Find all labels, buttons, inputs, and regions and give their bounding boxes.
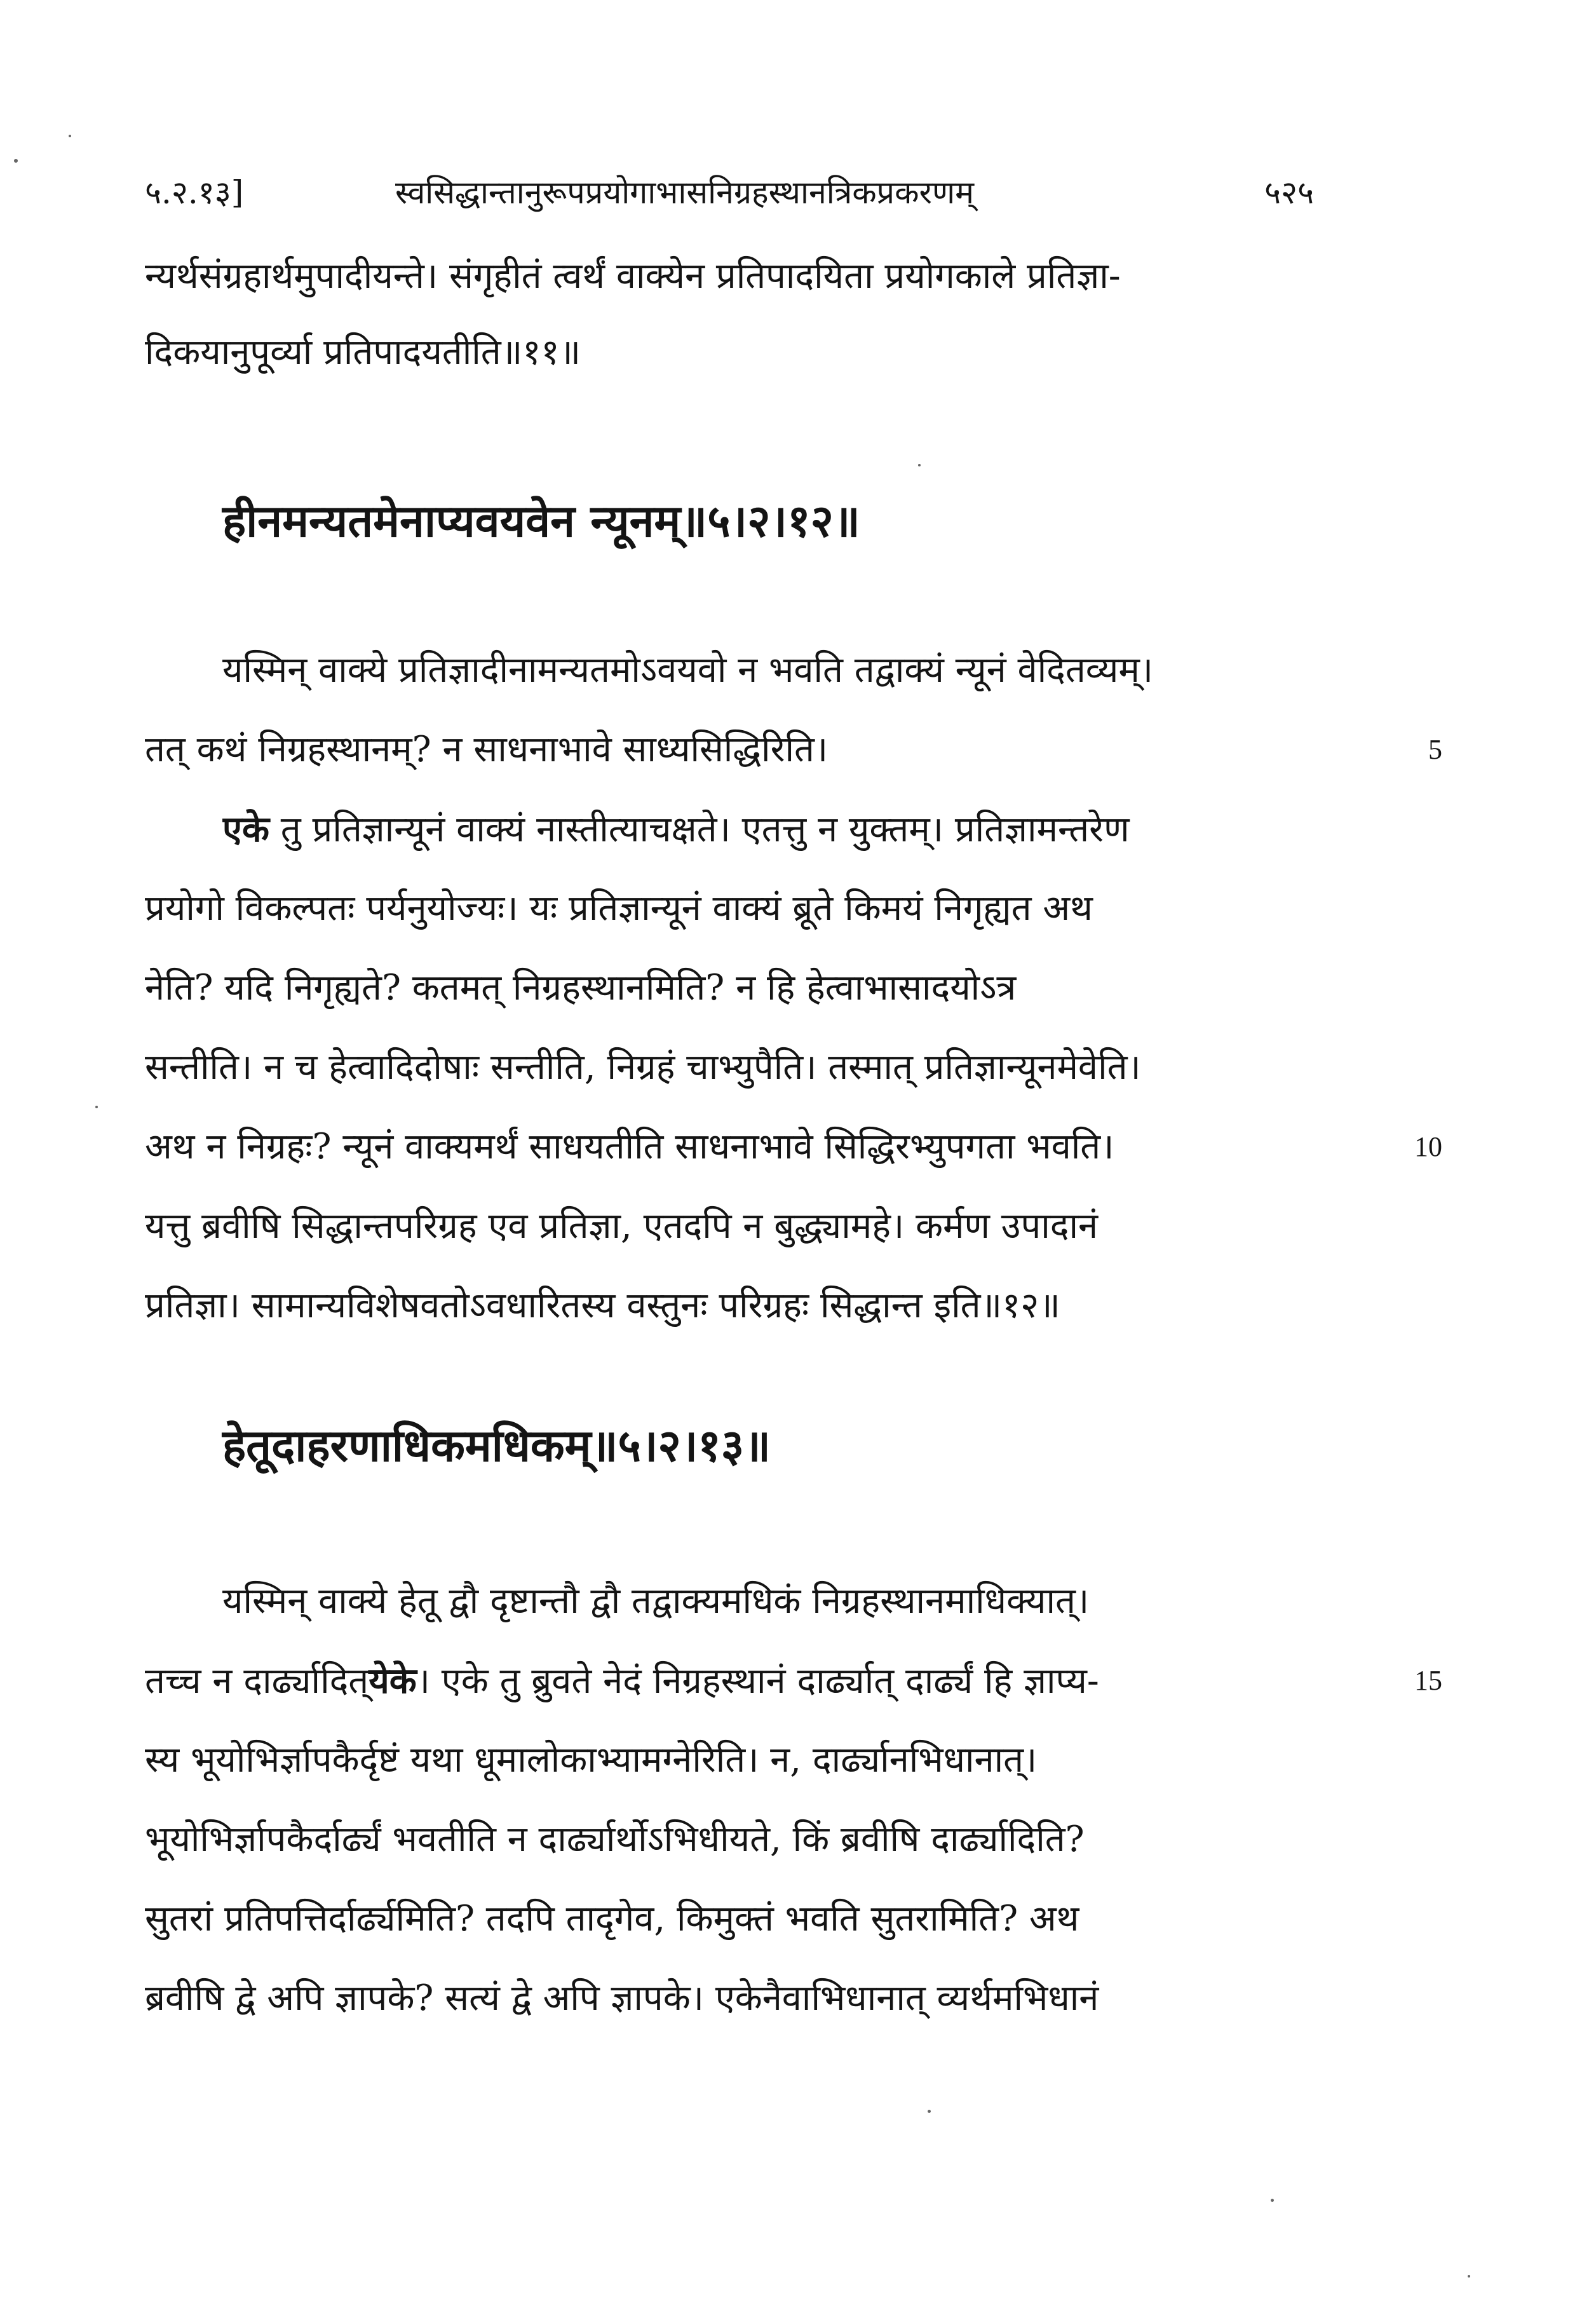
text-line: सुतरां प्रतिपत्तिर्दार्ढ्यमिति? तदपि तादृगेव, किमुक्तं भवति सुतरामिति? अथ bbox=[145, 1898, 1079, 1939]
text-span: तु प्रतिज्ञान्यूनं वाक्यं नास्तीत्याचक्षते। एतत्तु न युक्तम्। प्रतिज्ञामन्तरेण bbox=[269, 809, 1130, 850]
text-line: नेति? यदि निगृह्यते? कतमत् निग्रहस्थानमिति? न हि हेत्वाभासादयोऽत्र bbox=[145, 967, 1017, 1008]
bold-term: येके bbox=[369, 1660, 417, 1702]
scan-speck bbox=[918, 464, 921, 466]
line-number-10: 10 bbox=[1414, 1131, 1442, 1162]
line-number-5: 5 bbox=[1428, 734, 1442, 765]
header-section-ref: ५.२.१३] bbox=[145, 174, 244, 211]
scan-speck bbox=[69, 135, 71, 137]
text-line: भूयोभिर्ज्ञापकैर्दार्ढ्यं भवतीति न दार्ढ्यार्थोऽभिधीयते, किं ब्रवीषि दार्ढ्यादिति? bbox=[145, 1819, 1085, 1860]
bold-term: एके bbox=[222, 808, 269, 850]
scan-speck bbox=[928, 2110, 931, 2113]
text-line: तत् कथं निग्रहस्थानम्? न साधनाभावे साध्यसिद्धिरिति। bbox=[145, 729, 828, 770]
scan-speck bbox=[1271, 2199, 1274, 2202]
text-span: । एके तु ब्रुवते नेदं निग्रहस्थानं दार्ढ्यात् दार्ढ्यं हि ज्ञाप्य- bbox=[416, 1660, 1099, 1702]
text-line: प्रतिज्ञा। सामान्यविशेषवतोऽवधारितस्य वस्तुनः परिग्रहः सिद्धान्त इति॥१२॥ bbox=[145, 1285, 1060, 1326]
scan-speck bbox=[1468, 2275, 1470, 2278]
scan-speck bbox=[14, 159, 18, 163]
text-line bbox=[222, 794, 1339, 865]
scan-speck bbox=[95, 1106, 98, 1108]
text-line: ब्रवीषि द्वे अपि ज्ञापके? सत्यं द्वे अपि ज्ञापके। एकेनैवाभिधानात् व्यर्थमभिधानं bbox=[145, 1978, 1099, 2019]
sutra-heading-12: हीनमन्यतमेनाप्यवयवेन न्यूनम्॥५।२।१२॥ bbox=[222, 494, 860, 547]
text-line: यस्मिन् वाक्ये प्रतिज्ञादीनामन्यतमोऽवयवो न भवति तद्वाक्यं न्यूनं वेदितव्यम्। bbox=[222, 649, 1154, 691]
text-line: प्रयोगो विकल्पतः पर्यनुयोज्यः। यः प्रतिज्ञान्यूनं वाक्यं ब्रूते किमयं निगृह्यत अथ bbox=[145, 888, 1093, 929]
text-line: स्य भूयोभिर्ज्ञापकैर्दृष्टं यथा धूमालोकाभ्यामग्नेरिति। न, दार्ढ्यानभिधानात्। bbox=[145, 1739, 1038, 1781]
text-line: सन्तीति। न च हेत्वादिदोषाः सन्तीति, निग्रहं चाभ्युपैति। तस्मात् प्रतिज्ञान्यूनमेवेति। bbox=[145, 1047, 1141, 1088]
text-line: दिकयानुपूर्व्या प्रतिपादयतीति॥११॥ bbox=[145, 332, 581, 373]
text-line: यस्मिन् वाक्ये हेतू द्वौ दृष्टान्तौ द्वौ तद्वाक्यमधिकं निग्रहस्थानमाधिक्यात्। bbox=[222, 1580, 1090, 1622]
text-line bbox=[145, 1646, 1339, 1716]
text-line: अथ न निग्रहः? न्यूनं वाक्यमर्थं साधयतीति साधनाभावे सिद्धिरभ्युपगता भवति। bbox=[145, 1126, 1114, 1167]
header-chapter-title: स्वसिद्धान्तानुरूपप्रयोगाभासनिग्रहस्थानत्रिकप्रकरणम् bbox=[395, 174, 974, 211]
text-line: यत्तु ब्रवीषि सिद्धान्तपरिग्रह एव प्रतिज्ञा, एतदपि न बुद्ध्यामहे। कर्मण उपादानं bbox=[145, 1205, 1099, 1247]
text-line: न्यर्थसंग्रहार्थमुपादीयन्ते। संगृहीतं त्वर्थं वाक्येन प्रतिपादयिता प्रयोगकाले प्रतिज्ञा- bbox=[145, 255, 1121, 297]
header-page-number: ५२५ bbox=[1264, 174, 1314, 211]
line-number-15: 15 bbox=[1414, 1665, 1442, 1696]
sutra-heading-13: हेतूदाहरणाधिकमधिकम्॥५।२।१३॥ bbox=[222, 1419, 771, 1472]
text-span: तच्च न दार्ढ्यादित् bbox=[145, 1660, 369, 1702]
